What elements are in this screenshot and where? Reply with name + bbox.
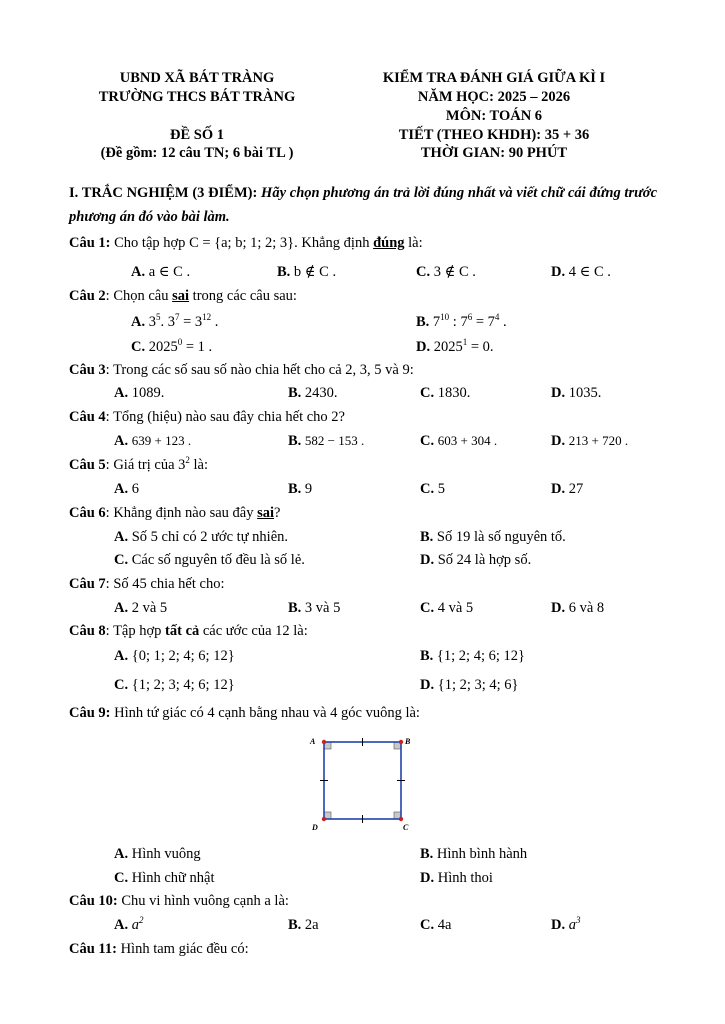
question-1-text: Cho tập hợp — [114, 235, 186, 251]
q2-option-b[interactable] — [416, 314, 507, 331]
q3-option-b-label: B. — [288, 385, 302, 401]
q2-option-a-label: A. — [131, 314, 146, 330]
question-3 — [69, 362, 414, 379]
q9-option-c-label: C. — [114, 870, 129, 886]
q3-option-b-text: 2430. — [304, 385, 338, 401]
q6-option-c[interactable] — [114, 552, 305, 569]
question-2-emphasis: sai — [172, 288, 190, 304]
q5-option-d[interactable] — [551, 481, 583, 498]
question-1-text-b: . Khẳng định — [294, 235, 370, 251]
q4-option-c-label: C. — [420, 433, 435, 449]
q6-option-b-label: B. — [420, 529, 434, 545]
q9-option-c-text: Hình chữ nhật — [131, 870, 215, 886]
q7-option-b[interactable] — [288, 600, 340, 617]
q3-option-a-label: A. — [114, 385, 129, 401]
q2-option-c-expr: $2025^0 = 1$ . — [148, 337, 213, 355]
vertex-c — [399, 817, 403, 821]
header-exam-title: KIỂM TRA ĐÁNH GIÁ GIỮA KÌ I — [382, 70, 606, 86]
question-6-text: : Khẳng định nào sau đây — [105, 505, 254, 521]
question-2-label: Câu 2 — [69, 288, 106, 304]
question-4 — [69, 409, 345, 426]
q8-option-d-label: D. — [420, 677, 435, 693]
q4-option-d-label: D. — [551, 433, 566, 449]
question-4-label: Câu 4 — [69, 409, 106, 425]
q5-option-b-text: 9 — [304, 481, 313, 497]
q7-option-a[interactable] — [114, 600, 167, 617]
header-school-district: UBND XÃ BÁT TRÀNG — [119, 70, 275, 86]
q6-option-d[interactable] — [420, 552, 531, 569]
q9-option-d[interactable] — [420, 870, 493, 887]
q7-option-a-label: A. — [114, 600, 129, 616]
q10-option-a[interactable] — [114, 917, 143, 934]
q4-option-b[interactable] — [288, 433, 364, 450]
question-6-label: Câu 6 — [69, 505, 106, 521]
q10-option-a-expr: $a^2$ — [131, 915, 144, 933]
header-school-year: NĂM HỌC: 2025 – 2026 — [417, 89, 571, 105]
question-2-text: : Chọn câu — [105, 288, 169, 304]
header-exam-composition: (Đề gồm: 12 câu TN; 6 bài TL ) — [100, 145, 294, 161]
q4-option-b-text: 582 − 153 . — [304, 433, 365, 448]
q8-option-b-label: B. — [420, 648, 434, 664]
q10-option-c[interactable] — [420, 917, 451, 934]
q2-option-d-expr: $2025^1 = 0$. — [433, 337, 494, 355]
vertex-a — [322, 740, 326, 744]
q9-option-a[interactable] — [114, 846, 201, 863]
q3-option-d-label: D. — [551, 385, 566, 401]
q2-option-c-label: C. — [131, 339, 146, 355]
q1-option-b[interactable] — [277, 264, 336, 281]
header-exam-code: ĐỀ SỐ 1 — [170, 127, 224, 143]
q6-option-b[interactable] — [420, 529, 566, 546]
q2-option-d-label: D. — [416, 339, 431, 355]
q3-option-c[interactable] — [420, 385, 470, 402]
q9-option-c[interactable] — [114, 870, 215, 887]
q7-option-d-text: 6 và 8 — [568, 600, 605, 616]
q7-option-c-label: C. — [420, 600, 435, 616]
q7-option-b-label: B. — [288, 600, 302, 616]
q5-option-d-label: D. — [551, 481, 566, 497]
q1-option-c[interactable] — [416, 264, 476, 281]
q9-option-b-label: B. — [420, 846, 434, 862]
q6-option-d-text: Số 24 là hợp số. — [437, 552, 532, 568]
q6-option-a-text: Số 5 chỉ có 2 ước tự nhiên. — [131, 529, 289, 545]
q7-option-d[interactable] — [551, 600, 604, 617]
q2-option-a-expr: $3^5$. $3^7 = 3^{12}$ . — [148, 312, 219, 330]
q5-option-c-text: 5 — [437, 481, 445, 497]
q10-option-b-text: 2a — [304, 917, 319, 933]
q4-option-a-text: 639 + 123 . — [131, 433, 192, 448]
q8-option-b-text: {1; 2; 4; 6; 12} — [436, 648, 525, 664]
q3-option-a-text: 1089. — [131, 385, 165, 401]
question-9 — [69, 705, 420, 722]
question-9-text: Hình tứ giác có 4 cạnh bằng nhau và 4 góc vuông là: — [114, 705, 420, 721]
q1-option-a-label: A. — [131, 264, 146, 280]
section-1-title: I. TRẮC NGHIỆM (3 ĐIỂM): — [69, 185, 258, 201]
q4-option-a[interactable] — [114, 433, 191, 450]
section-1-heading — [69, 181, 657, 229]
vertex-label-b: B — [405, 737, 411, 746]
q7-option-b-text: 3 và 5 — [304, 600, 341, 616]
q3-option-d[interactable] — [551, 385, 601, 402]
question-5-text: : Giá trị của — [105, 457, 175, 473]
q3-option-d-text: 1035. — [568, 385, 602, 401]
question-5-power: $3^2$ — [178, 455, 190, 473]
q1-option-c-label: C. — [416, 264, 431, 280]
q2-option-b-label: B. — [416, 314, 430, 330]
q6-option-c-label: C. — [114, 552, 129, 568]
question-8-text: : Tập hợp — [105, 623, 162, 639]
vertex-label-a: A — [310, 737, 316, 746]
q3-option-b[interactable] — [288, 385, 338, 402]
q9-option-b-text: Hình bình hành — [436, 846, 528, 862]
question-8-emphasis: tất cả — [165, 623, 200, 639]
q4-option-d[interactable] — [551, 433, 628, 450]
vertex-b — [399, 740, 403, 744]
q8-option-a[interactable] — [114, 648, 235, 665]
q6-option-c-text: Các số nguyên tố đều là số lẻ. — [131, 552, 305, 568]
q2-option-d[interactable] — [416, 339, 494, 356]
q9-option-d-text: Hình thoi — [437, 870, 493, 886]
question-3-label: Câu 3 — [69, 362, 106, 378]
q1-option-b-text: b ∉ C . — [293, 264, 337, 280]
question-7-text: : Số 45 chia hết cho: — [105, 576, 225, 592]
q5-option-a[interactable] — [114, 481, 139, 498]
q8-option-a-text: {0; 1; 2; 4; 6; 12} — [131, 648, 235, 664]
question-6-text-b: ? — [274, 505, 281, 521]
question-1 — [69, 235, 423, 252]
q10-option-d-expr: $a^3$ — [568, 915, 581, 933]
question-11-label: Câu 11: — [69, 941, 117, 957]
q7-option-a-text: 2 và 5 — [131, 600, 168, 616]
header-subject: MÔN: TOÁN 6 — [445, 108, 543, 124]
q1-option-b-label: B. — [277, 264, 291, 280]
q10-option-c-label: C. — [420, 917, 435, 933]
q3-option-c-text: 1830. — [437, 385, 471, 401]
q4-option-b-label: B. — [288, 433, 302, 449]
q8-option-c[interactable] — [114, 677, 235, 694]
q9-option-a-label: A. — [114, 846, 129, 862]
q5-option-a-label: A. — [114, 481, 129, 497]
q2-option-a[interactable] — [131, 314, 218, 331]
q1-option-a[interactable] — [131, 264, 190, 281]
question-4-text: : Tổng (hiệu) nào sau đây chia hết cho 2? — [105, 409, 345, 425]
q4-option-c[interactable] — [420, 433, 497, 450]
question-6-emphasis: sai — [257, 505, 275, 521]
q6-option-b-text: Số 19 là số nguyên tố. — [436, 529, 566, 545]
q1-option-c-text: 3 ∉ C . — [433, 264, 476, 280]
q5-option-a-text: 6 — [131, 481, 139, 497]
q10-option-d[interactable] — [551, 917, 580, 934]
question-6 — [69, 505, 280, 522]
q9-option-b[interactable] — [420, 846, 527, 863]
q8-option-a-label: A. — [114, 648, 129, 664]
question-3-text: : Trong các số sau số nào chia hết cho cả 2, 3, 5 và 9: — [105, 362, 414, 378]
question-5-label: Câu 5 — [69, 457, 106, 473]
q1-option-a-text: a ∈ C . — [148, 264, 191, 280]
q3-option-c-label: C. — [420, 385, 435, 401]
q10-option-c-text: 4a — [437, 917, 452, 933]
q8-option-c-label: C. — [114, 677, 129, 693]
question-8-text-b: các ước của 12 là: — [202, 623, 308, 639]
q3-option-a[interactable] — [114, 385, 164, 402]
q5-option-d-text: 27 — [568, 481, 584, 497]
q8-option-d[interactable] — [420, 677, 519, 694]
question-9-label: Câu 9: — [69, 705, 111, 721]
q7-option-c[interactable] — [420, 600, 473, 617]
q6-option-d-label: D. — [420, 552, 435, 568]
q9-option-a-text: Hình vuông — [131, 846, 201, 862]
question-2-text-b: trong các câu sau: — [192, 288, 297, 304]
question-5 — [69, 457, 208, 474]
q10-option-a-label: A. — [114, 917, 129, 933]
q8-option-b[interactable] — [420, 648, 525, 665]
q8-option-c-text: {1; 2; 3; 4; 6; 12} — [131, 677, 235, 693]
q10-option-b-label: B. — [288, 917, 302, 933]
header-school-name: TRƯỜNG THCS BÁT TRÀNG — [98, 89, 296, 105]
q10-option-d-label: D. — [551, 917, 566, 933]
q1-option-d-label: D. — [551, 264, 566, 280]
q5-option-c-label: C. — [420, 481, 435, 497]
q4-option-d-text: 213 + 720 . — [568, 433, 629, 448]
vertex-d — [322, 817, 326, 821]
q4-option-c-text: 603 + 304 . — [437, 433, 498, 448]
question-2 — [69, 288, 297, 305]
question-1-label: Câu 1: — [69, 235, 111, 251]
q7-option-d-label: D. — [551, 600, 566, 616]
q1-option-d[interactable] — [551, 264, 611, 281]
question-1-emphasis: đúng — [373, 235, 405, 251]
question-1-text-c: là: — [408, 235, 423, 251]
question-8-label: Câu 8 — [69, 623, 106, 639]
q2-option-c[interactable] — [131, 339, 212, 356]
header-duration: THỜI GIAN: 90 PHÚT — [420, 145, 568, 161]
q10-option-b[interactable] — [288, 917, 319, 934]
question-7-label: Câu 7 — [69, 576, 106, 592]
question-11-text: Hình tam giác đều có: — [120, 941, 249, 957]
question-7 — [69, 576, 224, 593]
q8-option-d-text: {1; 2; 3; 4; 6} — [437, 677, 519, 693]
vertex-label-d: D — [312, 823, 318, 832]
question-1-set: C = {a; b; 1; 2; 3} — [189, 235, 295, 251]
square-figure — [305, 731, 420, 834]
vertex-label-c: C — [403, 823, 409, 832]
question-11 — [69, 941, 249, 958]
q9-option-d-label: D. — [420, 870, 435, 886]
q4-option-a-label: A. — [114, 433, 129, 449]
q6-option-a[interactable] — [114, 529, 288, 546]
question-10-label: Câu 10: — [69, 893, 118, 909]
q1-option-d-text: 4 ∈ C . — [568, 264, 611, 280]
question-8 — [69, 623, 308, 640]
section-1-instruction: Hãy chọn phương án trả lời đúng nhất và viết chữ cái đứng trước phương án đó vào bài làm. — [69, 185, 658, 225]
question-10-text: Chu vi hình vuông cạnh a là: — [121, 893, 289, 909]
q5-option-b[interactable] — [288, 481, 312, 498]
q5-option-b-label: B. — [288, 481, 302, 497]
question-5-text-b: là: — [193, 457, 209, 473]
q7-option-c-text: 4 và 5 — [437, 600, 474, 616]
square-shape — [324, 742, 401, 819]
question-10 — [69, 893, 289, 910]
q6-option-a-label: A. — [114, 529, 129, 545]
q5-option-c[interactable] — [420, 481, 445, 498]
header-periods: TIẾT (THEO KHDH): 35 + 36 — [398, 127, 590, 143]
q2-option-b-expr: $7^{10}$ : $7^6 = 7^4$ . — [432, 312, 507, 330]
